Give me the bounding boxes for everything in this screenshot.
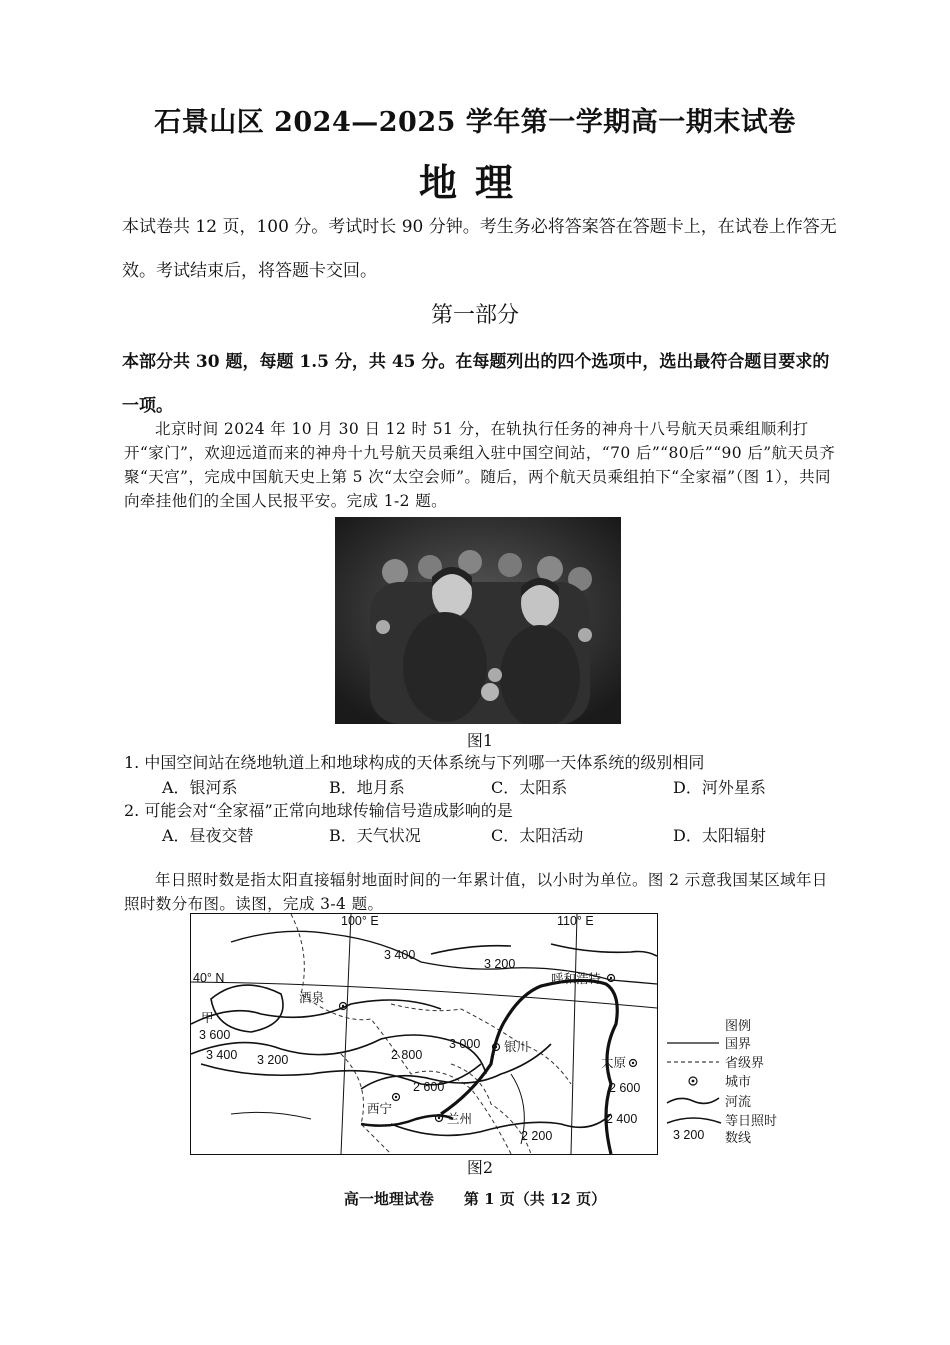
legend-title: 图例 — [725, 1019, 752, 1034]
map-legend — [665, 1015, 795, 1155]
city-hohhot: 呼和浩特 — [551, 972, 602, 986]
q2-option-c[interactable]: C．太阳活动 — [491, 826, 584, 845]
legend-isoline-sample: 3 200 — [673, 1128, 705, 1142]
q1-option-a[interactable]: A．银河系 — [162, 778, 238, 797]
q1-option-d[interactable]: D．河外星系 — [673, 778, 766, 797]
legend-national-boundary: 国界 — [725, 1037, 752, 1052]
isoline-label: 2 400 — [606, 1112, 638, 1126]
isoline-label: 2 600 — [413, 1080, 445, 1094]
meridian-110e — [571, 914, 577, 1154]
part-instructions: 本部分共 30 题，每题 1.5 分，共 45 分。在每题列出的四个选项中，选出最符合题目要求的一项。 — [122, 352, 830, 416]
isoline-label: 2 200 — [521, 1129, 553, 1143]
family-photo — [335, 517, 621, 724]
q2-option-a[interactable]: A．昼夜交替 — [162, 826, 254, 845]
meridian-100e — [341, 914, 351, 1154]
page-footer: 高一地理试卷 第 1 页（共 12 页） — [343, 1190, 607, 1208]
river-icon — [665, 1093, 721, 1109]
region-jia: 甲 — [201, 1011, 214, 1025]
exam-title: 石景山区 2024—2025 学年第一学期高一期末试卷 — [154, 107, 796, 138]
isoline-label: 3 200 — [257, 1053, 289, 1067]
q1-option-b[interactable]: B．地月系 — [329, 778, 405, 797]
legend-isoline: 等日照时数线 — [725, 1114, 778, 1146]
isoline-label: 3 600 — [199, 1028, 231, 1042]
isoline-label: 2 600 — [609, 1081, 641, 1095]
question-1-stem: 1. 中国空间站在绕地轨道上和地球构成的天体系统与下列哪一天体系统的级别相同 — [124, 753, 705, 772]
figure2-caption: 图2 — [466, 1158, 494, 1177]
legend-river: 河流 — [725, 1095, 752, 1110]
city-yinchuan: 银川 — [504, 1040, 530, 1054]
q2-option-b[interactable]: B．天气状况 — [329, 826, 421, 845]
part-heading: 第一部分 — [430, 303, 519, 328]
legend-provincial-boundary: 省级界 — [725, 1056, 765, 1071]
city-xining: 西宁 — [367, 1102, 393, 1116]
lon-label-110e: 110° E — [557, 914, 594, 928]
q2-option-d[interactable]: D．太阳辐射 — [673, 826, 766, 845]
isoline-label: 3 000 — [449, 1037, 481, 1051]
lat-label-40n: 40° N — [193, 971, 225, 985]
isoline-label: 3 400 — [384, 948, 416, 962]
isoline-label: 3 200 — [484, 957, 516, 971]
isoline-label: 3 400 — [206, 1048, 238, 1062]
yellow-river — [441, 980, 617, 1154]
question-2-stem: 2. 可能会对“全家福”正常向地球传输信号造成影响的是 — [124, 801, 513, 820]
figure1-caption: 图1 — [466, 731, 494, 750]
legend-city: 城市 — [725, 1075, 752, 1090]
city-lanzhou: 兰州 — [447, 1112, 473, 1126]
city-jiuquan: 酒泉 — [299, 991, 325, 1005]
city-icon — [665, 1073, 721, 1089]
subject-title: 地理 — [418, 160, 531, 205]
city-taiyuan: 太原 — [601, 1056, 627, 1070]
isoline-label: 2 800 — [391, 1048, 423, 1062]
lon-label-100e: 100° E — [341, 914, 379, 928]
passage-space-station: 北京时间 2024 年 10 月 30 日 12 时 51 分，在轨执行任务的神舟十八号航天员乘组顺利打开“家门”，欢迎远道而来的神舟十九号航天员乘组入驻中国空间站，“70 后”“80后”“90 后”航天员齐聚“天宫”，完成中国航天史上第 5 次“太空会师”。随后，两个航天员乘组拍下“全家福”（图 1），共同向牵挂他们的全国人民报平安。完成 1-2 题。 — [124, 420, 836, 510]
exam-instructions: 本试卷共 12 页，100 分。考试时长 90 分钟。考生务必将答案答在答题卡上，在试卷上作答无效。考试结束后，将答题卡交回。 — [122, 217, 837, 281]
sunshine-map — [190, 913, 658, 1155]
q1-option-c[interactable]: C．太阳系 — [491, 778, 568, 797]
passage-sunshine: 年日照时数是指太阳直接辐射地面时间的一年累计值，以小时为单位。图 2 示意我国某区域年日照时数分布图。读图，完成 3-4 题。 — [124, 871, 828, 913]
